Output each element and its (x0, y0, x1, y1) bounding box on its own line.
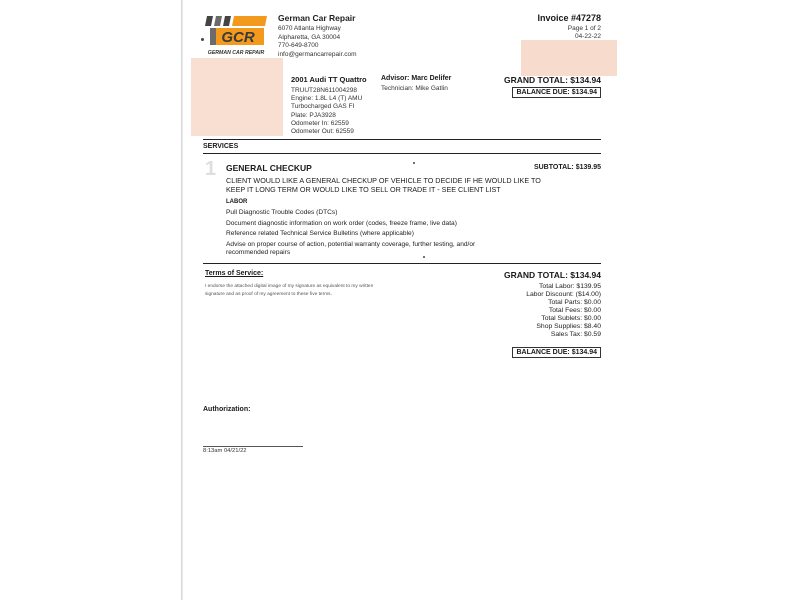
vehicle-odometer-out: Odometer Out: 62559 (291, 128, 354, 136)
shop-info (278, 13, 357, 59)
invoice-info (537, 13, 601, 41)
total-fees: Total Fees: $0.00 (548, 307, 601, 314)
scan-speck (413, 162, 415, 164)
invoice-number: Invoice #47278 (537, 13, 601, 23)
totals-summary (504, 270, 601, 339)
invoice-date: 04-22-22 (574, 33, 601, 41)
shop-logo (205, 14, 269, 58)
vehicle-plate: Plate: PJA3928 (291, 111, 336, 119)
signature-timestamp: 8:13am 04/21/22 (203, 448, 247, 454)
vehicle-engine: Engine: 1.8L L4 (T) AMU (291, 95, 363, 103)
vehicle-title: 2001 Audi TT Quattro (291, 75, 367, 84)
service-subtotal: SUBTOTAL: $139.95 (533, 164, 601, 171)
total-parts: Total Parts: $0.00 (548, 299, 601, 306)
service-number: 1 (205, 158, 217, 180)
invoice-page-count: Page 1 of 2 (567, 25, 601, 32)
technician-name: Technician: Mike Gatlin (381, 85, 448, 92)
divider-services-bottom (203, 263, 601, 264)
total-sublets: Total Sublets: $0.00 (541, 315, 601, 322)
balance-due-header: BALANCE DUE: $134.94 (512, 87, 601, 98)
shop-address-line2: Alpharetta, GA 30004 (278, 33, 341, 41)
services-section-label: SERVICES (203, 143, 239, 150)
scan-speck (423, 256, 425, 258)
vehicle-info (291, 75, 367, 136)
shop-supplies: Shop Supplies: $8.40 (536, 323, 601, 330)
balance-due: BALANCE DUE: $134.94 (512, 347, 601, 358)
shop-address-line1: 6070 Atlanta Highway (278, 25, 341, 32)
shop-email: info@germancarrepair.com (278, 50, 357, 58)
labor-discount: Labor Discount: ($14.00) (526, 291, 601, 298)
vehicle-engine-type: Turbocharged GAS FI (291, 103, 355, 111)
terms-title: Terms of Service: (205, 270, 264, 277)
service-description: CLIENT WOULD LIKE A GENERAL CHECKUP OF VEHICLE TO DECIDE IF HE WOULD LIKE TO KEEP IT LONG TERM OR WOULD LIKE TO SELL OR TRADE IT - SEE CLIENT LIST (226, 176, 541, 194)
terms-text: I endorse the attached digital image of my signature as equivalent to my written signature and as proof of my agreement to these five terms. (205, 284, 374, 297)
vehicle-vin: TRUUT28N611004298 (291, 87, 357, 94)
scan-speck (201, 38, 204, 41)
labor-item: Pull Diagnostic Trouble Codes (DTCs) (226, 209, 338, 216)
redacted-area-customer (191, 58, 283, 136)
logo-letters: GCR (221, 29, 255, 46)
signature-line (203, 446, 303, 447)
invoice-page (183, 0, 800, 600)
total-labor: Total Labor: $139.95 (539, 283, 601, 290)
vehicle-odometer-in: Odometer In: 62559 (291, 119, 349, 127)
labor-item: Reference related Technical Service Bulletins (where applicable) (226, 230, 414, 238)
advisor-name: Advisor: Marc Delifer (381, 75, 452, 82)
labor-label: LABOR (226, 199, 248, 205)
logo-caption: GERMAN CAR REPAIR (207, 50, 265, 56)
advisor-info (381, 75, 451, 92)
labor-list (226, 209, 516, 260)
divider-services-top (203, 139, 601, 140)
redacted-area-top-right (521, 40, 617, 76)
shop-name: German Car Repair (278, 13, 356, 23)
shop-phone: 770-649-8700 (278, 42, 319, 50)
grand-total: GRAND TOTAL: $134.94 (504, 270, 601, 280)
authorization-label: Authorization: (203, 406, 251, 413)
divider-services-header (203, 153, 601, 154)
sales-tax: Sales Tax: $0.59 (550, 331, 601, 338)
labor-item: Advise on proper course of action, potential warranty coverage, further testing, and/or recommended repairs (226, 241, 476, 257)
service-title: GENERAL CHECKUP (226, 163, 312, 173)
labor-item: Document diagnostic information on work order (codes, freeze frame, live data) (226, 219, 457, 227)
grand-total-header: GRAND TOTAL: $134.94 (504, 75, 601, 85)
